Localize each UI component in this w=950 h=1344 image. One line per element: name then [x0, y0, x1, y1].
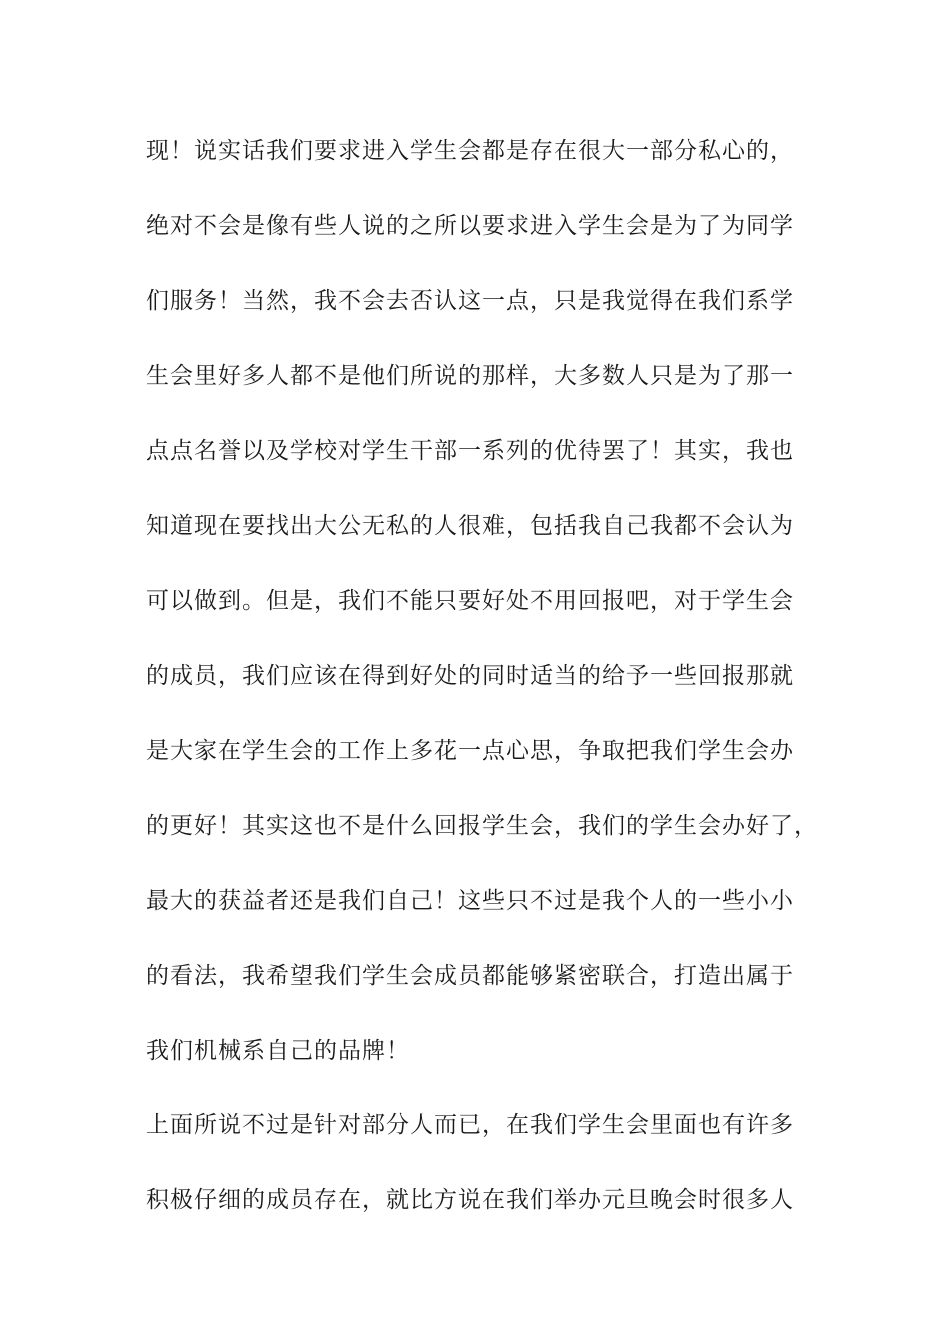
text-line: 最大的获益者还是我们自己！这些只不过是我个人的一些小小 [146, 888, 794, 914]
text-line: 是大家在学生会的工作上多花一点心思，争取把我们学生会办 [146, 738, 794, 764]
text-line: 的成员，我们应该在得到好处的同时适当的给予一些回报那就 [146, 663, 794, 689]
text-line: 点点名誉以及学校对学生干部一系列的优待罢了！其实，我也 [146, 438, 794, 464]
text-line: 生会里好多人都不是他们所说的那样，大多数人只是为了那一 [146, 363, 794, 389]
text-line: 绝对不会是像有些人说的之所以要求进入学生会是为了为同学 [146, 213, 794, 239]
text-line: 积极仔细的成员存在，就比方说在我们举办元旦晚会时很多人 [146, 1187, 794, 1213]
text-line: 们服务！当然，我不会去否认这一点，只是我觉得在我们系学 [146, 288, 794, 314]
text-line: 的看法，我希望我们学生会成员都能够紧密联合，打造出属于 [146, 963, 794, 989]
text-line: 我们机械系自己的品牌！ [146, 1038, 410, 1064]
text-line: 可以做到。但是，我们不能只要好处不用回报吧，对于学生会 [146, 588, 794, 614]
text-line: 现！说实话我们要求进入学生会都是存在很大一部分私心的， [146, 138, 794, 164]
text-line: 上面所说不过是针对部分人而已，在我们学生会里面也有许多 [146, 1112, 794, 1138]
text-line: 的更好！其实这也不是什么回报学生会，我们的学生会办好了， [146, 813, 818, 839]
text-line: 知道现在要找出大公无私的人很难，包括我自己我都不会认为 [146, 513, 794, 539]
